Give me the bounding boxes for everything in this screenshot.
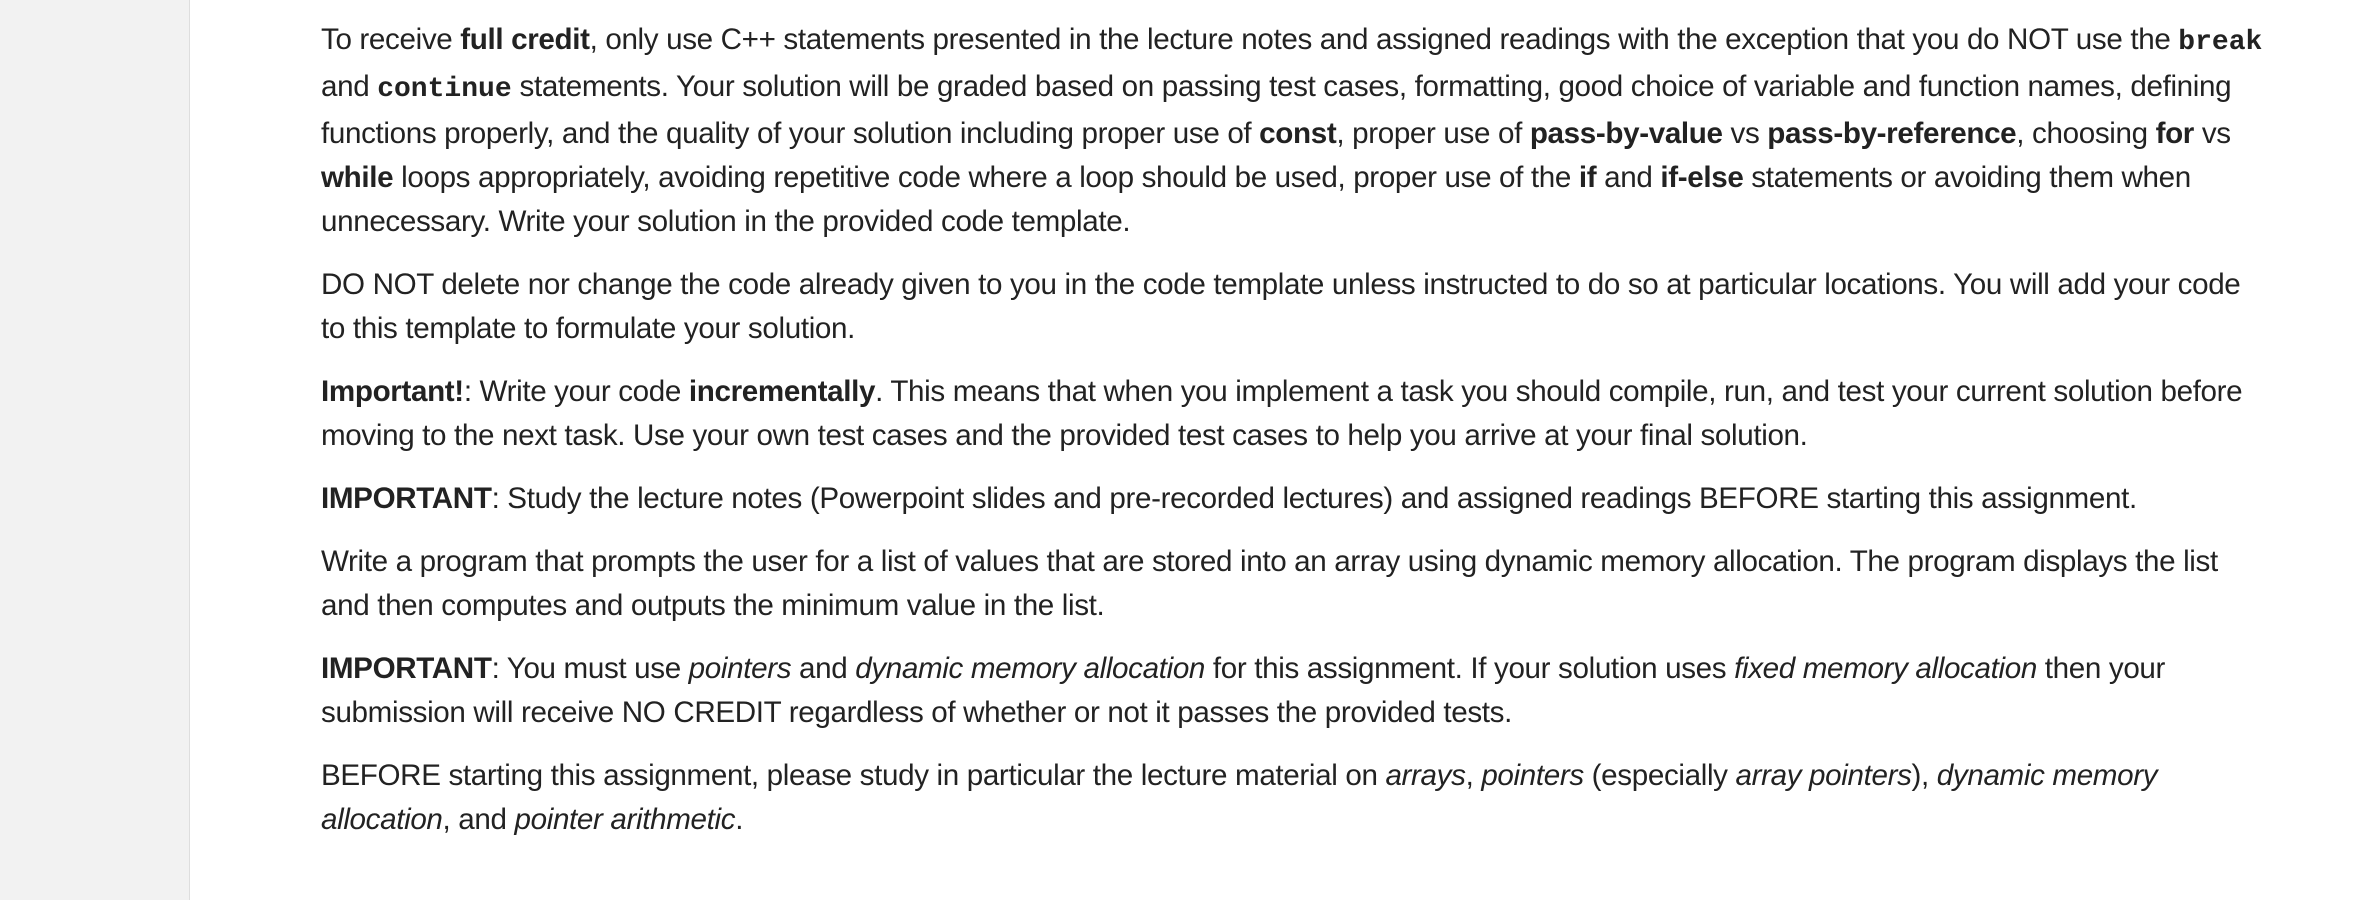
incremental-paragraph xyxy=(321,370,2271,458)
text-segment: then your submission will receive NO CREDIT regardless of whether or not it passes the provided tests. xyxy=(321,652,2166,729)
if-keyword: if xyxy=(1578,161,1597,194)
text-segment: ), xyxy=(1911,759,1937,792)
text-segment: To receive xyxy=(321,23,461,56)
important-label: Important! xyxy=(321,375,464,408)
break-keyword: break xyxy=(2178,27,2263,58)
left-gutter xyxy=(0,0,189,900)
text-segment: . xyxy=(735,803,744,836)
pointers-emphasis: pointers xyxy=(688,652,792,685)
full-credit-emphasis: full credit xyxy=(460,23,590,56)
text-segment: , and xyxy=(442,803,515,836)
array-pointers-emphasis: array pointers xyxy=(1735,759,1912,792)
important-label: IMPORTANT xyxy=(321,482,492,515)
dynamic-memory-emphasis: dynamic memory allocation xyxy=(321,759,2158,836)
text-segment: for this assignment. If your solution uses xyxy=(1205,652,1735,685)
text-segment: , only use C++ statements presented in the lecture notes and assigned readings with the exception that you do NOT use the xyxy=(589,23,2179,56)
if-else-keyword: if-else xyxy=(1660,161,1744,194)
pointer-arithmetic-emphasis: pointer arithmetic xyxy=(514,803,736,836)
text-segment: statements. Your solution will be graded based on passing test cases, formatting, good choice of variable and function names, defining functions properly, and the quality of your solution including proper use of xyxy=(321,70,2232,150)
text-segment: Write a program that prompts the user for a list of values that are stored into an array using dynamic memory allocation. The program displays the list and then computes and outputs the minimum value in the list. xyxy=(321,545,2218,622)
task-description-paragraph xyxy=(321,540,2271,628)
pointers-requirement-paragraph xyxy=(321,647,2271,735)
text-segment: vs xyxy=(1722,117,1768,150)
grading-paragraph xyxy=(321,18,2271,244)
text-segment: : Study the lecture notes (Powerpoint slides and pre-recorded lectures) and assigned readings BEFORE starting this assignment. xyxy=(491,482,2137,515)
while-keyword: while xyxy=(321,161,394,194)
text-segment: , proper use of xyxy=(1336,117,1530,150)
continue-keyword: continue xyxy=(377,74,512,105)
text-segment: . This means that when you implement a task you should compile, run, and test your current solution before moving to the next task. Use your own test cases and the provided test cases to help you arrive at your final solution. xyxy=(321,375,2243,452)
arrays-emphasis: arrays xyxy=(1385,759,1466,792)
text-segment: and xyxy=(1596,161,1661,194)
text-segment: DO NOT delete nor change the code already given to you in the code template unless instructed to do so at particular locations. You will add your code to this template to formulate your solution. xyxy=(321,268,2241,345)
text-segment: , choosing xyxy=(2016,117,2156,150)
assignment-page xyxy=(189,0,2366,900)
text-segment: loops appropriately, avoiding repetitive code where a loop should be used, proper use of the xyxy=(393,161,1579,194)
const-keyword: const xyxy=(1259,117,1337,150)
text-segment: vs xyxy=(2193,117,2231,150)
template-paragraph xyxy=(321,263,2271,351)
text-segment: and xyxy=(791,652,856,685)
study-paragraph xyxy=(321,477,2271,521)
text-segment: and xyxy=(321,70,378,103)
text-segment: : You must use xyxy=(491,652,689,685)
fixed-memory-emphasis: fixed memory allocation xyxy=(1734,652,2037,685)
assignment-instructions xyxy=(321,18,2271,861)
incrementally-emphasis: incrementally xyxy=(688,375,876,408)
text-segment: , xyxy=(1465,759,1482,792)
pass-by-value-emphasis: pass-by-value xyxy=(1529,117,1723,150)
dynamic-memory-emphasis: dynamic memory allocation xyxy=(855,652,1206,685)
pass-by-reference-emphasis: pass-by-reference xyxy=(1767,117,2017,150)
important-label: IMPORTANT xyxy=(321,652,492,685)
study-material-paragraph xyxy=(321,754,2271,842)
text-segment: (especially xyxy=(1583,759,1736,792)
text-segment: statements or avoiding them when unnecessary. Write your solution in the provided code template. xyxy=(321,161,2191,238)
for-keyword: for xyxy=(2155,117,2194,150)
text-segment: : Write your code xyxy=(463,375,689,408)
pointers-emphasis: pointers xyxy=(1481,759,1584,792)
text-segment: BEFORE starting this assignment, please study in particular the lecture material on xyxy=(321,759,1386,792)
